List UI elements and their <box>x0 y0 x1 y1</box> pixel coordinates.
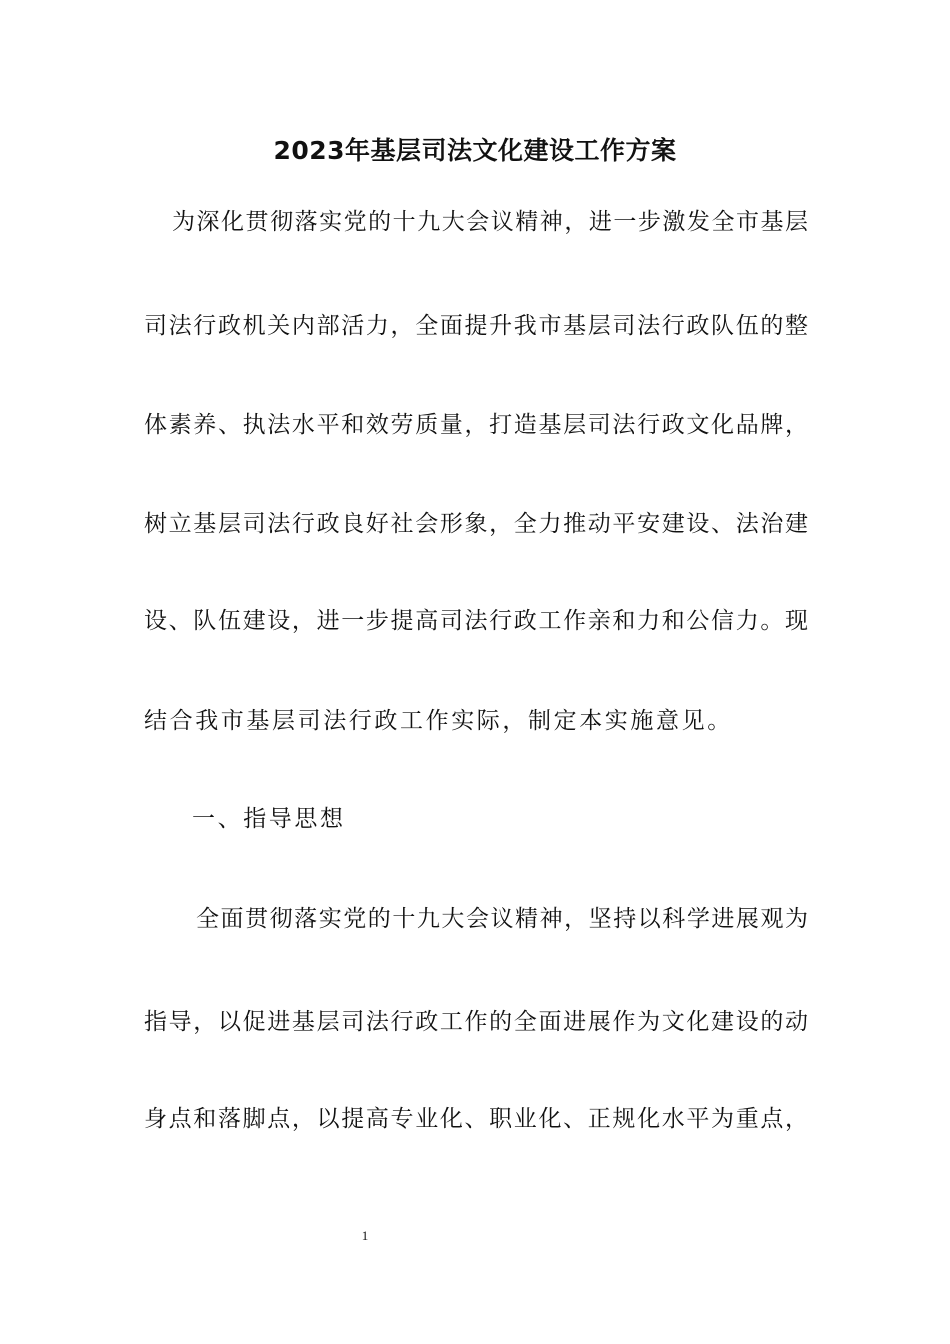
paragraph-1-line-2: 司法行政机关内部活力，全面提升我市基层司法行政队伍的整 <box>144 313 808 339</box>
paragraph-2-line-3: 身点和落脚点，以提高专业化、职业化、正规化水平为重点， <box>144 1106 808 1132</box>
paragraph-2-line-2: 指导，以促进基层司法行政工作的全面进展作为文化建设的动 <box>144 1009 808 1035</box>
page-number: 1 <box>361 1228 369 1243</box>
paragraph-1-line-4: 树立基层司法行政良好社会形象，全力推动平安建设、法治建 <box>144 511 808 537</box>
paragraph-1-line-3: 体素养、执法水平和效劳质量，打造基层司法行政文化品牌， <box>144 412 808 438</box>
paragraph-1-line-6: 结合我市基层司法行政工作实际，制定本实施意见。 <box>144 708 733 734</box>
paragraph-1-line-5: 设、队伍建设，进一步提高司法行政工作亲和力和公信力。现 <box>144 608 808 634</box>
document-title: 2023年基层司法文化建设工作方案 <box>273 136 677 165</box>
section-heading-guiding-thought: 一、指导思想 <box>192 806 346 832</box>
paragraph-2-line-1: 全面贯彻落实党的十九大会议精神，坚持以科学进展观为 <box>196 906 808 932</box>
paragraph-1-line-1: 为深化贯彻落实党的十九大会议精神，进一步激发全市基层 <box>172 209 808 235</box>
